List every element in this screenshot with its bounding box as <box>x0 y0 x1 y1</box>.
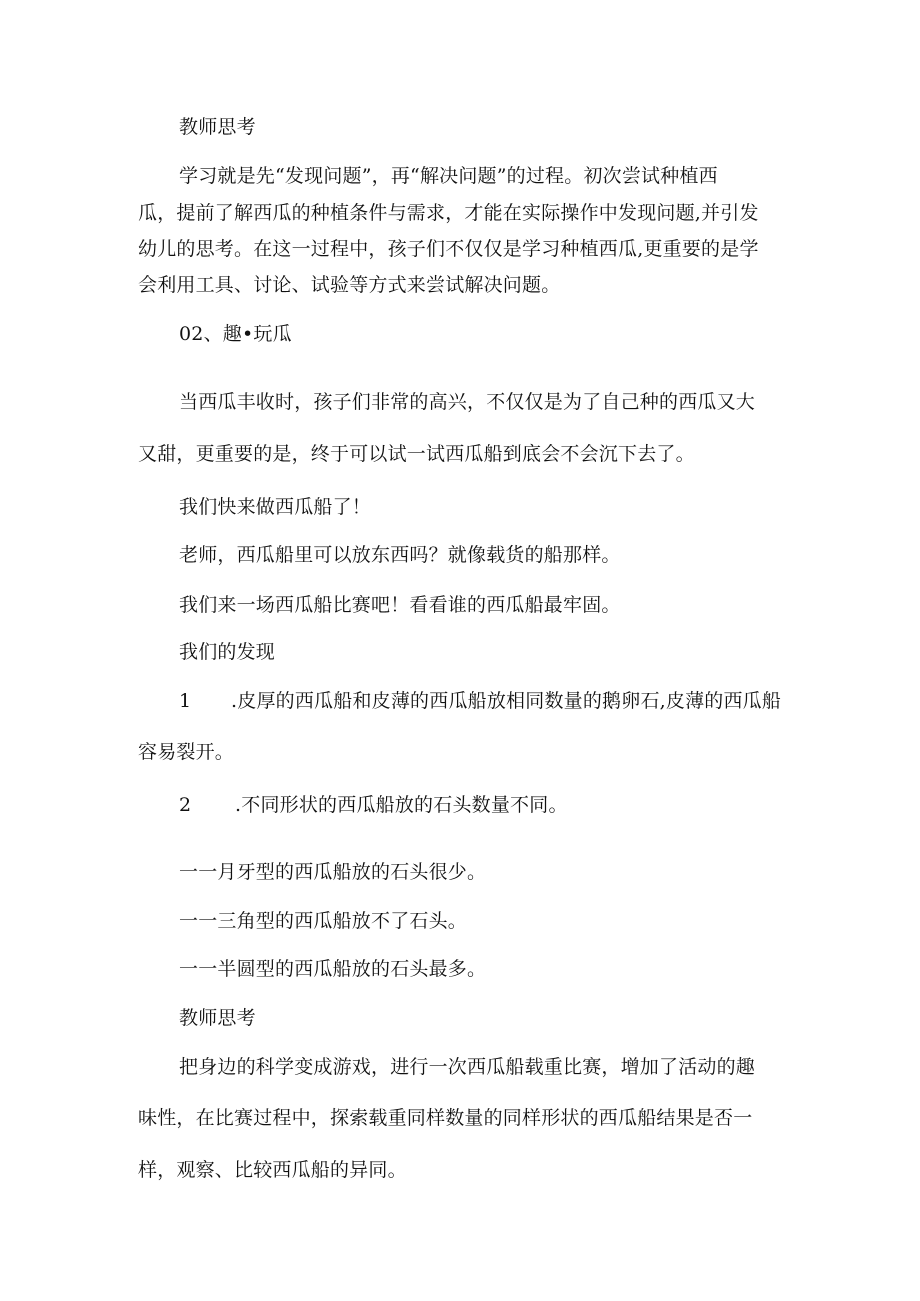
paragraph-line: 幼儿的思考。在这一过程中，孩子们不仅仅是学习种植西瓜,更重要的是学 <box>138 238 759 260</box>
dialogue-line: 我们来一场西瓜船比赛吧！看看谁的西瓜船最牢固。 <box>179 594 621 616</box>
section-heading-play: 02、趣•玩瓜 <box>179 323 292 345</box>
paragraph-line: 样，观察、比较西瓜船的异同。 <box>138 1159 407 1181</box>
finding-item <box>179 687 789 715</box>
sub-item: 一一三角型的西瓜船放不了石头。 <box>179 910 468 932</box>
paragraph-line: 学习就是先“发现问题”，再“解决问题”的过程。初次尝试种植西 <box>179 165 718 187</box>
paragraph-line: 瓜，提前了解西瓜的种植条件与需求，才能在实际操作中发现问题,并引发 <box>138 202 759 224</box>
dialogue-line: 老师，西瓜船里可以放东西吗？就像载货的船那样。 <box>179 544 621 566</box>
finding-continuation: 容易裂开。 <box>138 741 235 763</box>
paragraph-line: 又甜，更重要的是，终于可以试一试西瓜船到底会不会沉下去了。 <box>138 443 695 465</box>
finding-item <box>179 791 789 819</box>
finding-number: 1 <box>179 690 192 712</box>
sub-item: 一一半圆型的西瓜船放的石头最多。 <box>179 958 487 980</box>
paragraph-line: 味性，在比赛过程中，探索载重同样数量的同样形状的西瓜船结果是否一 <box>138 1107 753 1129</box>
finding-number: 2 <box>179 794 192 816</box>
finding-text: .皮厚的西瓜船和皮薄的西瓜船放相同数量的鹅卵石,皮薄的西瓜船 <box>231 690 782 712</box>
paragraph-line: 当西瓜丰收时，孩子们非常的高兴，不仅仅是为了自己种的西瓜又大 <box>179 391 756 413</box>
paragraph-line: 会利用工具、讨论、试验等方式来尝试解决问题。 <box>138 274 561 296</box>
dialogue-line: 我们快来做西瓜船了！ <box>179 496 372 518</box>
findings-heading: 我们的发现 <box>179 641 276 663</box>
paragraph-line: 把身边的科学变成游戏，进行一次西瓜船载重比赛，增加了活动的趣 <box>179 1056 756 1078</box>
sub-item: 一一月牙型的西瓜船放的石头很少。 <box>179 861 487 883</box>
section-heading-teacher-reflection: 教师思考 <box>179 116 256 138</box>
section-heading-teacher-reflection: 教师思考 <box>179 1007 256 1029</box>
finding-text: .不同形状的西瓜船放的石头数量不同。 <box>235 794 568 816</box>
